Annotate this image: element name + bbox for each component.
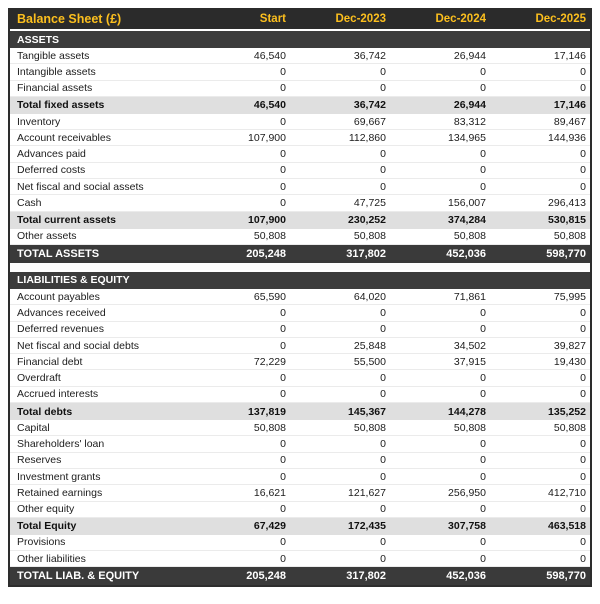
- row-label: Other equity: [17, 503, 75, 516]
- section-header-assets: [10, 31, 590, 48]
- row-value: 0: [380, 552, 386, 565]
- row-value: 75,995: [553, 290, 586, 303]
- row-value: 0: [480, 306, 486, 319]
- table-row-financial-debt: [10, 354, 590, 370]
- row-value: 0: [380, 148, 386, 161]
- row-value: 26,944: [453, 49, 486, 62]
- row-value: 50,808: [253, 230, 286, 243]
- row-value: 0: [380, 470, 386, 483]
- table-row-cash: [10, 195, 590, 211]
- section-gap: [10, 263, 590, 272]
- row-value: 156,007: [448, 197, 486, 210]
- table-row-advances-paid: [10, 146, 590, 162]
- table-row-advances-received: [10, 305, 590, 321]
- row-value: 144,936: [548, 131, 586, 144]
- row-label: Financial debt: [17, 355, 83, 368]
- row-value: 0: [480, 503, 486, 516]
- row-value: 452,036: [446, 570, 486, 583]
- row-value: 0: [480, 148, 486, 161]
- row-value: 0: [280, 82, 286, 95]
- section-header-liabilities-equity: [10, 272, 590, 289]
- row-label: TOTAL ASSETS: [17, 247, 100, 260]
- row-value: 598,770: [546, 570, 586, 583]
- row-value: 0: [480, 323, 486, 336]
- row-value: 0: [480, 82, 486, 95]
- row-label: TOTAL LIAB. & EQUITY: [17, 570, 140, 583]
- table-row-provisions: [10, 535, 590, 551]
- table-row-net-fiscal-and-social-assets: [10, 179, 590, 195]
- row-value: 0: [380, 372, 386, 385]
- row-value: 412,710: [548, 486, 586, 499]
- row-value: 50,808: [553, 230, 586, 243]
- row-value: 0: [580, 388, 586, 401]
- row-value: 0: [580, 323, 586, 336]
- row-value: 0: [380, 454, 386, 467]
- table-row-account-receivables: [10, 130, 590, 146]
- row-label: Accrued interests: [17, 388, 99, 401]
- column-header-dec-2023: Dec-2023: [335, 12, 386, 25]
- row-value: 55,500: [353, 355, 386, 368]
- table-row-shareholders-loan: [10, 436, 590, 452]
- row-label: Financial assets: [17, 82, 93, 95]
- row-value: 0: [280, 536, 286, 549]
- row-label: Account receivables: [17, 131, 111, 144]
- table-row-total-fixed-assets: [10, 97, 590, 114]
- table-row-deferred-revenues: [10, 322, 590, 338]
- row-value: 37,915: [453, 355, 486, 368]
- table-row-deferred-costs: [10, 163, 590, 179]
- row-value: 0: [380, 306, 386, 319]
- row-value: 0: [380, 65, 386, 78]
- row-value: 317,802: [346, 570, 386, 583]
- row-value: 0: [380, 180, 386, 193]
- row-value: 598,770: [546, 247, 586, 260]
- row-value: 0: [280, 306, 286, 319]
- row-value: 67,429: [253, 520, 286, 533]
- row-label: Reserves: [17, 454, 62, 467]
- row-label: Total Equity: [17, 520, 77, 533]
- row-label: Total debts: [17, 405, 73, 418]
- table-header-row: [10, 8, 590, 31]
- row-label: Cash: [17, 197, 42, 210]
- row-value: 0: [480, 454, 486, 467]
- row-value: 36,742: [353, 49, 386, 62]
- table-row-total-current-assets: [10, 212, 590, 229]
- row-value: 0: [480, 65, 486, 78]
- row-value: 0: [380, 82, 386, 95]
- row-value: 34,502: [453, 339, 486, 352]
- row-value: 50,808: [353, 421, 386, 434]
- row-value: 47,725: [353, 197, 386, 210]
- table-row-inventory: [10, 114, 590, 130]
- row-value: 256,950: [448, 486, 486, 499]
- row-value: 0: [380, 503, 386, 516]
- table-title: Balance Sheet (£): [17, 11, 122, 26]
- row-value: 0: [580, 437, 586, 450]
- row-value: 205,248: [246, 247, 286, 260]
- row-value: 0: [280, 164, 286, 177]
- table-row-capital: [10, 420, 590, 436]
- row-label: Advances paid: [17, 148, 86, 161]
- row-label: Net fiscal and social debts: [17, 339, 139, 352]
- row-value: 69,667: [353, 115, 386, 128]
- row-label: Tangible assets: [17, 49, 90, 62]
- table-row-total-equity: [10, 518, 590, 535]
- row-value: 0: [580, 65, 586, 78]
- row-label: Provisions: [17, 536, 66, 549]
- row-value: 107,900: [248, 214, 286, 227]
- row-value: 71,861: [453, 290, 486, 303]
- row-value: 0: [280, 180, 286, 193]
- row-value: 0: [280, 372, 286, 385]
- row-value: 144,278: [448, 405, 486, 418]
- row-value: 463,518: [548, 520, 586, 533]
- row-value: 17,146: [553, 49, 586, 62]
- row-value: 36,742: [353, 99, 386, 112]
- row-value: 0: [580, 503, 586, 516]
- row-value: 135,252: [548, 405, 586, 418]
- row-value: 50,808: [253, 421, 286, 434]
- row-value: 26,944: [453, 99, 486, 112]
- table-row-retained-earnings: [10, 485, 590, 501]
- row-value: 0: [480, 388, 486, 401]
- row-value: 0: [280, 197, 286, 210]
- row-value: 137,819: [248, 405, 286, 418]
- row-value: 0: [580, 536, 586, 549]
- table-row-total-assets: [10, 245, 590, 263]
- row-value: 50,808: [353, 230, 386, 243]
- row-label: Retained earnings: [17, 486, 103, 499]
- row-value: 0: [480, 180, 486, 193]
- row-value: 0: [580, 180, 586, 193]
- table-body: [10, 31, 590, 585]
- table-row-account-payables: [10, 289, 590, 305]
- row-label: Investment grants: [17, 470, 101, 483]
- row-label: Inventory: [17, 115, 61, 128]
- row-value: 0: [480, 372, 486, 385]
- row-value: 46,540: [253, 49, 286, 62]
- row-value: 0: [380, 437, 386, 450]
- row-label: Advances received: [17, 306, 106, 319]
- row-value: 72,229: [253, 355, 286, 368]
- table-row-accrued-interests: [10, 387, 590, 403]
- row-value: 0: [580, 82, 586, 95]
- column-header-start: Start: [259, 12, 286, 25]
- row-label: Total current assets: [17, 214, 117, 227]
- row-value: 39,827: [553, 339, 586, 352]
- row-value: 89,467: [553, 115, 586, 128]
- row-value: 107,900: [248, 131, 286, 144]
- table-row-overdraft: [10, 370, 590, 386]
- row-value: 0: [380, 536, 386, 549]
- row-value: 0: [280, 65, 286, 78]
- row-value: 0: [480, 164, 486, 177]
- row-value: 0: [480, 536, 486, 549]
- row-value: 0: [580, 470, 586, 483]
- row-value: 50,808: [453, 421, 486, 434]
- row-value: 0: [580, 164, 586, 177]
- row-label: Net fiscal and social assets: [17, 180, 144, 193]
- row-value: 46,540: [253, 99, 286, 112]
- row-value: 0: [280, 454, 286, 467]
- row-value: 17,146: [553, 99, 586, 112]
- row-value: 65,590: [253, 290, 286, 303]
- table-row-other-assets: [10, 229, 590, 245]
- row-value: 112,860: [348, 131, 386, 144]
- row-value: 0: [480, 437, 486, 450]
- table-row-net-fiscal-and-social-debts: [10, 338, 590, 354]
- table-row-other-equity: [10, 502, 590, 518]
- row-value: 64,020: [353, 290, 386, 303]
- row-value: 0: [280, 388, 286, 401]
- row-value: 0: [380, 388, 386, 401]
- row-value: 0: [280, 115, 286, 128]
- row-value: 0: [280, 323, 286, 336]
- row-value: 0: [280, 552, 286, 565]
- row-value: 530,815: [548, 214, 586, 227]
- row-label: Other assets: [17, 230, 77, 243]
- row-value: 172,435: [348, 520, 386, 533]
- row-value: 0: [580, 454, 586, 467]
- column-header-dec-2025: Dec-2025: [535, 12, 586, 25]
- table-row-tangible-assets: [10, 48, 590, 64]
- row-value: 0: [380, 323, 386, 336]
- row-label: Deferred revenues: [17, 323, 104, 336]
- row-value: 0: [280, 437, 286, 450]
- table-row-total-liab-equity: [10, 567, 590, 585]
- row-value: 205,248: [246, 570, 286, 583]
- table-row-intangible-assets: [10, 64, 590, 80]
- row-value: 19,430: [553, 355, 586, 368]
- row-value: 296,413: [548, 197, 586, 210]
- row-label: Capital: [17, 421, 50, 434]
- row-label: Intangible assets: [17, 65, 96, 78]
- table-row-investment-grants: [10, 469, 590, 485]
- row-value: 25,848: [353, 339, 386, 352]
- row-value: 134,965: [448, 131, 486, 144]
- table-row-reserves: [10, 453, 590, 469]
- table-row-other-liabilities: [10, 551, 590, 567]
- row-value: 145,367: [348, 405, 386, 418]
- row-label: Shareholders' loan: [17, 437, 105, 450]
- row-value: 0: [280, 339, 286, 352]
- row-label: Account payables: [17, 290, 100, 303]
- row-value: 307,758: [448, 520, 486, 533]
- row-label: Total fixed assets: [17, 99, 105, 112]
- row-value: 374,284: [448, 214, 486, 227]
- row-value: 452,036: [446, 247, 486, 260]
- row-label: Overdraft: [17, 372, 61, 385]
- row-value: 0: [280, 470, 286, 483]
- row-value: 230,252: [348, 214, 386, 227]
- row-value: 0: [480, 552, 486, 565]
- row-value: 0: [580, 552, 586, 565]
- row-value: 0: [480, 470, 486, 483]
- balance-sheet-table: [8, 8, 592, 587]
- row-value: 0: [380, 164, 386, 177]
- row-value: 50,808: [553, 421, 586, 434]
- column-header-dec-2024: Dec-2024: [435, 12, 486, 25]
- table-row-total-debts: [10, 403, 590, 420]
- row-value: 0: [280, 148, 286, 161]
- row-value: 317,802: [346, 247, 386, 260]
- row-value: 83,312: [453, 115, 486, 128]
- table-row-financial-assets: [10, 81, 590, 97]
- row-label: Other liabilities: [17, 552, 86, 565]
- row-value: 16,621: [253, 486, 286, 499]
- row-value: 50,808: [453, 230, 486, 243]
- row-value: 0: [580, 148, 586, 161]
- row-label: Deferred costs: [17, 164, 86, 177]
- row-value: 0: [580, 372, 586, 385]
- section-header-label: LIABILITIES & EQUITY: [17, 274, 130, 287]
- section-header-label: ASSETS: [17, 33, 60, 46]
- row-value: 121,627: [348, 486, 386, 499]
- row-value: 0: [580, 306, 586, 319]
- row-value: 0: [280, 503, 286, 516]
